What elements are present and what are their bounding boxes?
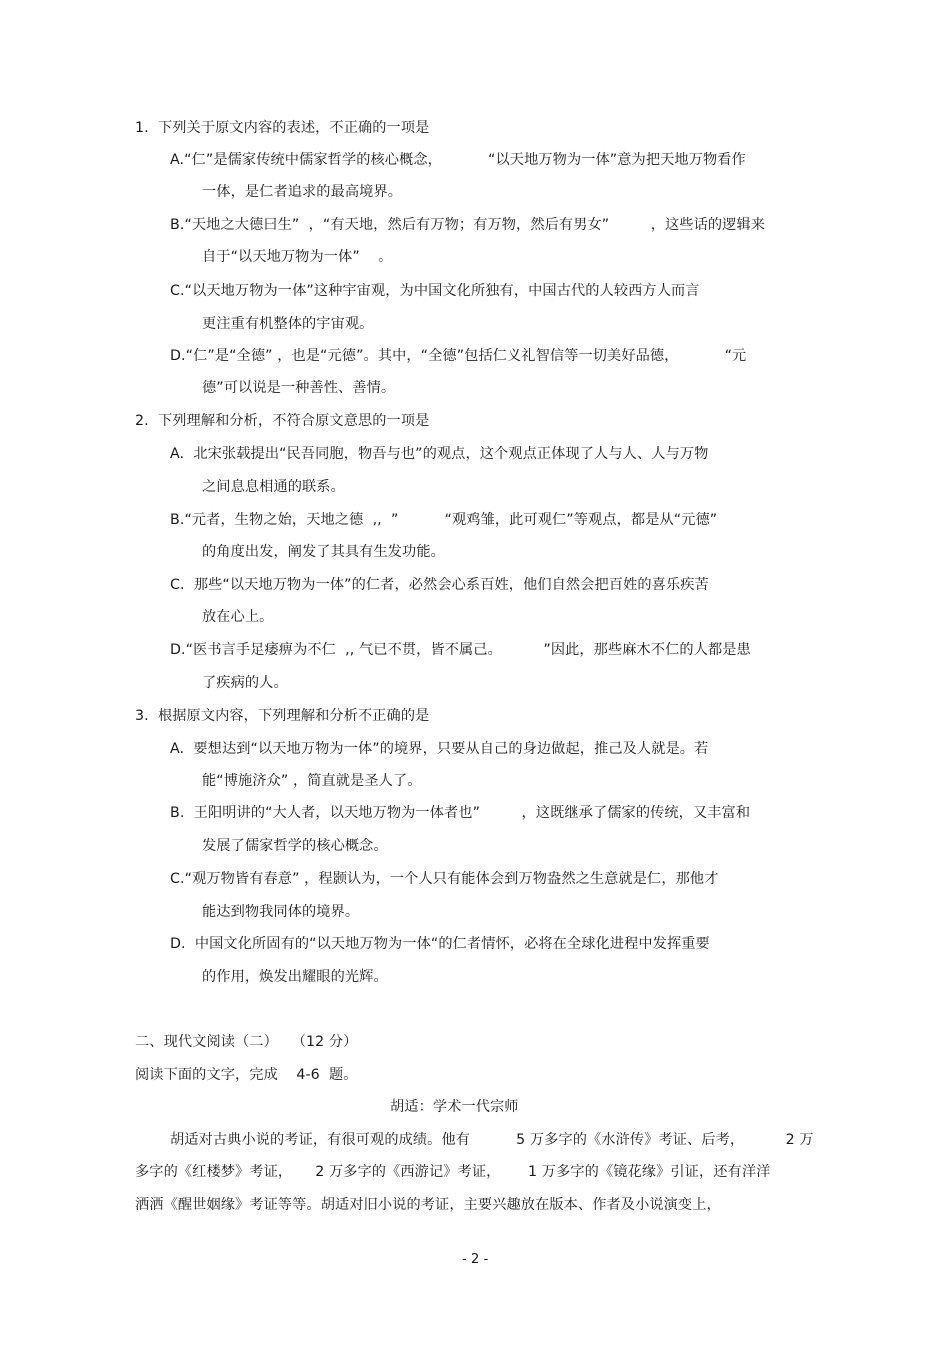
question-3-option-b-cont: 发展了儒家哲学的核心概念。 (202, 838, 388, 854)
question-2-option-b: B.“元者，生物之始，天地之德 ,, ” “观鸡雏，此可观仁”等观点，都是从“元德” (170, 512, 718, 528)
question-3-option-d-cont: 的作用，焕发出耀眼的光辉。 (202, 969, 388, 985)
question-2-option-c: C. 那些“以天地万物为一体”的仁者，必然会心系百姓，他们自然会把百姓的喜乐疾苦 (170, 577, 709, 593)
question-3-stem: 3. 根据原文内容，下列理解和分析不正确的是 (135, 708, 430, 724)
question-3-option-c-cont: 能达到物我同体的境界。 (202, 904, 360, 920)
question-1-option-d-cont: 德”可以说是一种善性、善情。 (202, 380, 396, 396)
question-3-option-d: D. 中国文化所固有的“以天地万物为一体“的仁者情怀，必将在全球化进程中发挥重要 (170, 936, 710, 952)
question-1-stem: 1. 下列关于原文内容的表述，不正确的一项是 (135, 120, 430, 136)
question-1-option-c-cont: 更注重有机整体的宇宙观。 (202, 316, 374, 332)
question-1-option-d: D.“仁”是“全德” ，也是“元德”。其中，“全德”包括仁义礼智信等一切美好品德， “元 (170, 348, 747, 364)
question-2-option-d-cont: 了疾病的人。 (202, 675, 288, 691)
question-2-option-d: D.“医书言手足痿痹为不仁 ,, 气已不贯，皆不属己。 ”因此，那些麻木不仁的人都是患 (170, 642, 751, 658)
question-1-option-a-cont: 一体，是仁者追求的最高境界。 (202, 184, 403, 200)
question-3-option-a-cont: 能“博施济众” ，简直就是圣人了。 (202, 773, 422, 789)
question-2-option-a-cont: 之间息息相通的联系。 (202, 479, 345, 495)
question-1-option-a: A.“仁”是儒家传统中儒家哲学的核心概念， “以天地万物为一体”意为把天地万物看作 (170, 152, 746, 168)
section-heading: 二、现代文阅读（二） （12 分） (135, 1034, 358, 1050)
article-title: 胡适：学术一代宗师 (390, 1099, 519, 1115)
question-3-option-b: B. 王阳明讲的“大人者，以天地万物为一体者也” ，这既继承了儒家的传统，又丰富和 (170, 805, 751, 821)
question-2-option-b-cont: 的角度出发，阐发了其具有生发功能。 (202, 544, 445, 560)
page-number: - 2 - (462, 1252, 489, 1267)
article-paragraph-line: 洒洒《醒世姻缘》考证等等。胡适对旧小说的考证，主要兴趣放在版本、作者及小说演变上， (135, 1197, 721, 1213)
question-1-option-c: C.“以天地万物为一体”这种宇宙观，为中国文化所独有，中国古代的人较西方人而言 (170, 283, 700, 299)
question-2-option-a: A. 北宋张载提出“民吾同胞，物吾与也”的观点，这个观点正体现了人与人、人与万物 (170, 446, 709, 462)
article-paragraph-line: 胡适对古典小说的考证，有很可观的成绩。他有 5 万多字的《水浒传》考证、后考， 2 万 (170, 1132, 814, 1148)
question-2-stem: 2. 下列理解和分析，不符合原文意思的一项是 (135, 413, 430, 429)
question-2-option-c-cont: 放在心上。 (202, 609, 274, 625)
question-1-option-b: B.“天地之大德曰生” ，“有天地，然后有万物；有万物，然后有男女” ，这些话的逻辑来 (170, 217, 766, 233)
question-1-option-b-cont: 自于“以天地万物为一体” 。 (202, 249, 393, 265)
section-instruction: 阅读下面的文字，完成 4-6 题。 (135, 1067, 358, 1083)
article-paragraph-line: 多字的《红楼梦》考证， 2 万多字的《西游记》考证， 1 万多字的《镜花缘》引证，还有洋洋 (135, 1164, 771, 1180)
question-3-option-c: C.“观万物皆有春意” ，程颢认为，一个人只有能体会到万物盎然之生意就是仁，那他才 (170, 871, 719, 887)
question-3-option-a: A. 要想达到“以天地万物为一体”的境界，只要从自己的身边做起，推己及人就是。若 (170, 741, 709, 757)
